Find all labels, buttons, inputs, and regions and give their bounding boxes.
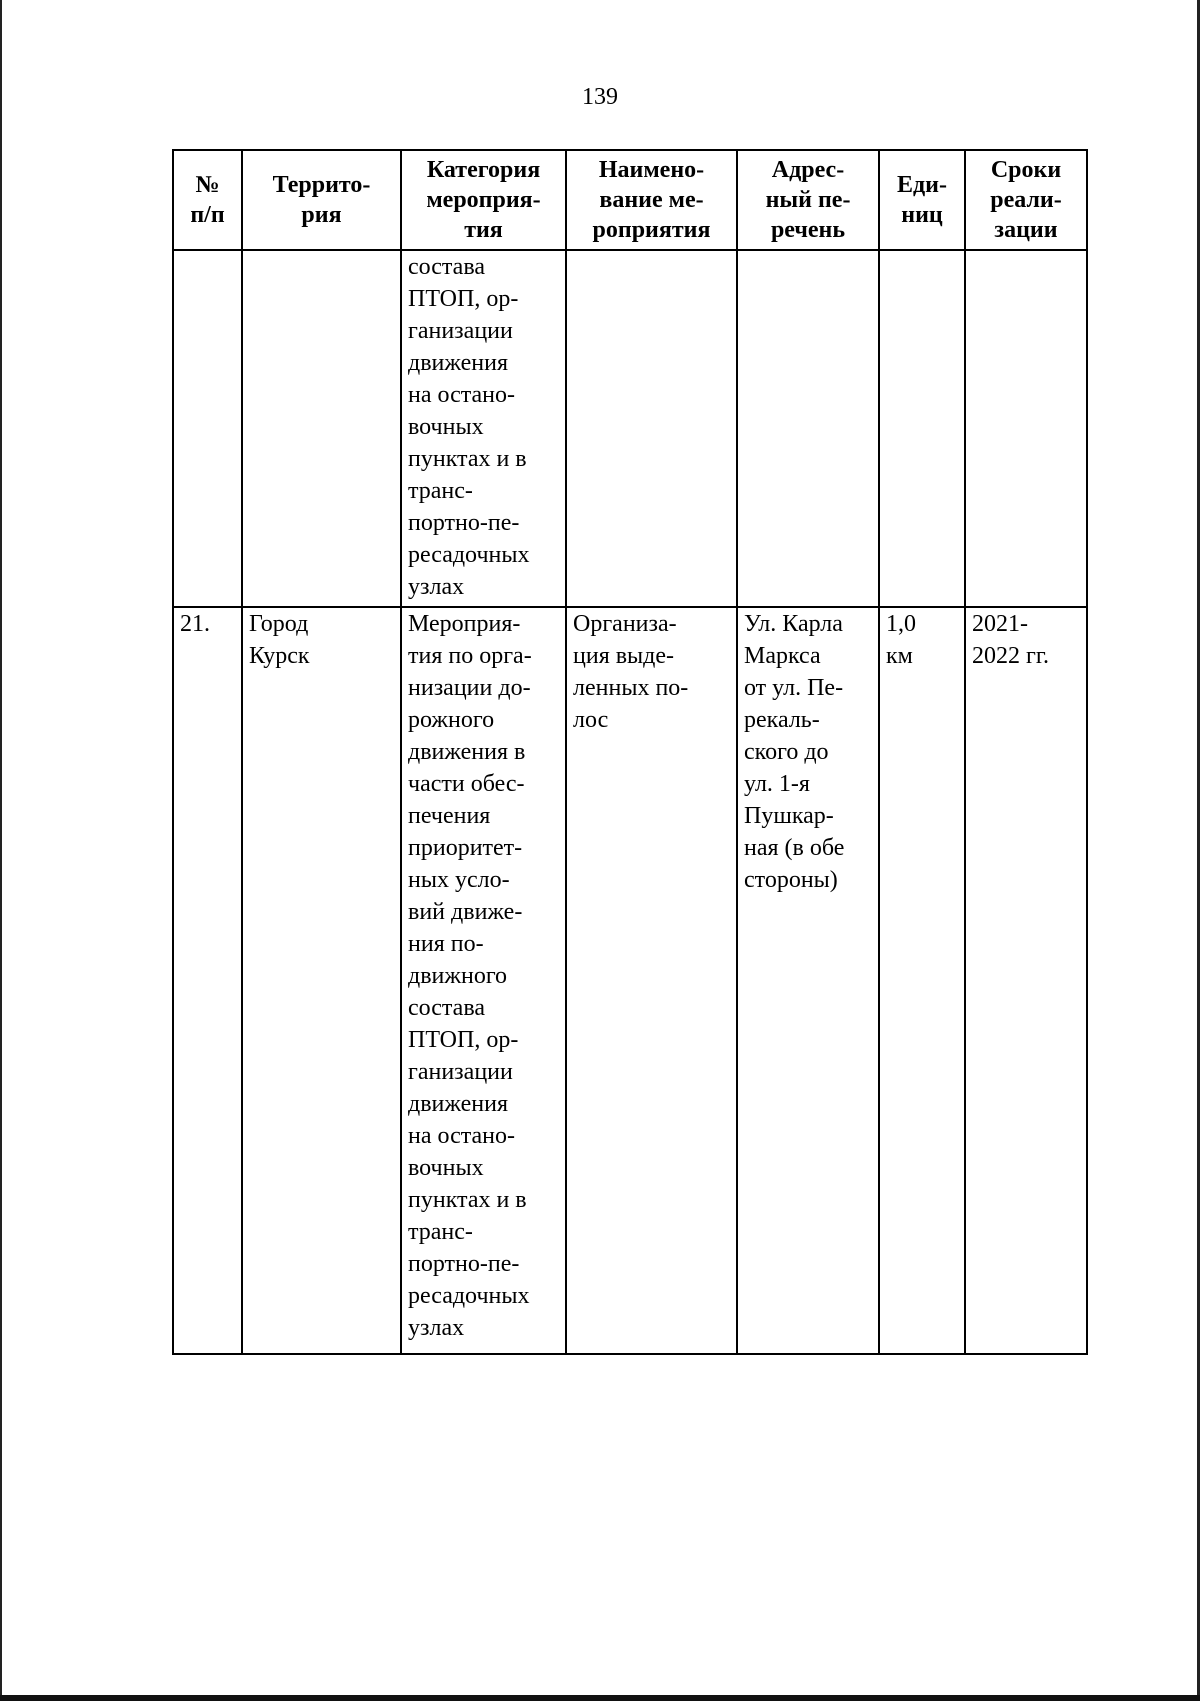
cell-category: Мероприя- тия по орга- низации до- рожного движения в части обес- печения приоритет- ных усло- вий движе- ния по- движного состава ПТОП, ор- ганизации движения на остано- вочных пунктах и в транс- портно-пе- ресадочных узлах — [401, 607, 566, 1354]
header-category: Категория мероприя- тия — [401, 150, 566, 250]
cell-units: 1,0 км — [879, 607, 965, 1354]
measures-table — [172, 149, 1088, 1355]
header-address-list: Адрес- ный пе- речень — [737, 150, 879, 250]
table-header-row — [173, 150, 1087, 250]
cell-units — [879, 250, 965, 607]
cell-number: 21. — [173, 607, 242, 1354]
cell-address: Ул. Карла Маркса от ул. Пе- рекаль- ского до ул. 1-я Пушкар- ная (в обе стороны) — [737, 607, 879, 1354]
header-measure-name: Наимено- вание ме- роприятия — [566, 150, 737, 250]
cell-period: 2021- 2022 гг. — [965, 607, 1087, 1354]
cell-period — [965, 250, 1087, 607]
cell-territory: Город Курск — [242, 607, 401, 1354]
table-row — [173, 250, 1087, 607]
cell-measure-name: Организа- ция выде- ленных по- лос — [566, 607, 737, 1354]
page-number: 139 — [582, 84, 618, 110]
cell-category: состава ПТОП, ор- ганизации движения на остано- вочных пунктах и в транс- портно-пе- ресадочных узлах — [401, 250, 566, 607]
table-row — [173, 607, 1087, 1354]
scan-edge-bottom — [0, 1695, 1200, 1701]
cell-measure-name — [566, 250, 737, 607]
header-units: Еди- ниц — [879, 150, 965, 250]
header-territory: Террито- рия — [242, 150, 401, 250]
scan-edge-left — [0, 0, 2, 1701]
header-period: Сроки реали- зации — [965, 150, 1087, 250]
cell-number — [173, 250, 242, 607]
header-number: № п/п — [173, 150, 242, 250]
cell-territory — [242, 250, 401, 607]
cell-address — [737, 250, 879, 607]
